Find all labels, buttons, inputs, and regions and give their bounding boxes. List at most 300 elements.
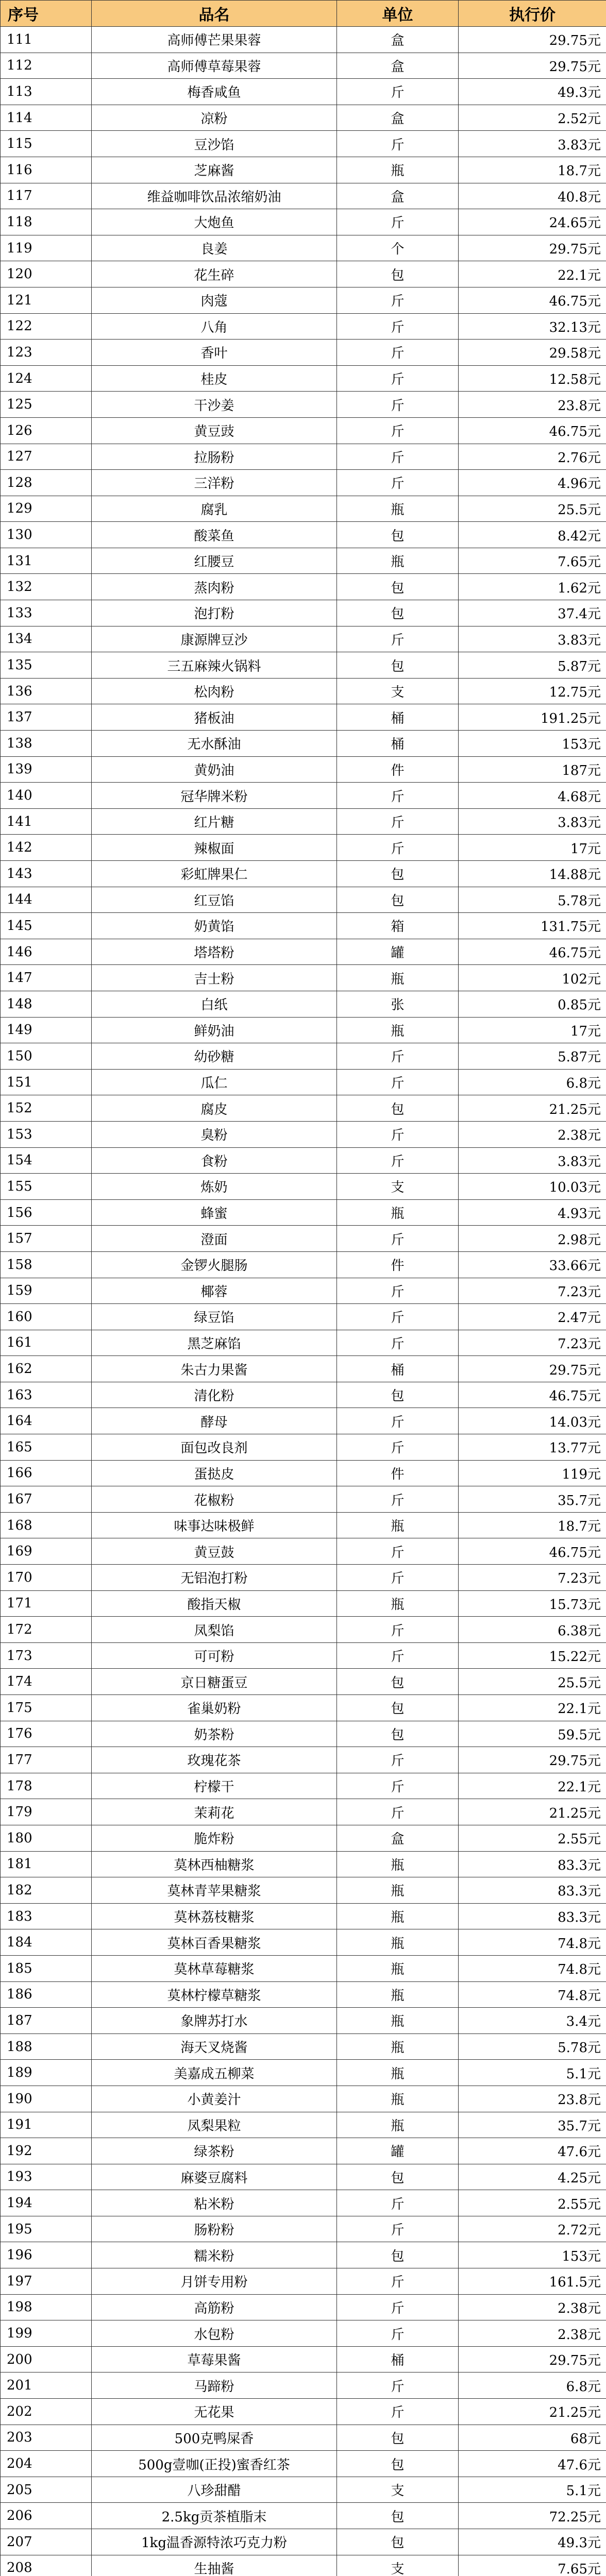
row-unit: 斤: [337, 1538, 459, 1565]
row-seq: 121: [1, 287, 92, 313]
table-row: [1, 1199, 606, 1226]
row-unit: 斤: [337, 1747, 459, 1773]
table-row: [1, 1721, 606, 1747]
table-row: [1, 2086, 606, 2112]
row-seq: 133: [1, 600, 92, 626]
row-seq: 191: [1, 2112, 92, 2138]
row-price: 7.65元: [459, 2555, 606, 2576]
row-seq: 167: [1, 1486, 92, 1513]
table-row: [1, 1095, 606, 1122]
table-row: [1, 2190, 606, 2216]
row-name: 梅香咸鱼: [92, 79, 337, 105]
row-unit: 瓶: [337, 157, 459, 183]
row-unit: 瓶: [337, 2112, 459, 2138]
header-name: 品名: [92, 1, 337, 27]
table-row: [1, 2008, 606, 2034]
table-row: [1, 2138, 606, 2164]
table-row: [1, 626, 606, 652]
row-name: 凤梨果粒: [92, 2112, 337, 2138]
row-seq: 178: [1, 1773, 92, 1799]
row-unit: 瓶: [337, 1017, 459, 1043]
table-row: [1, 2060, 606, 2086]
row-seq: 182: [1, 1877, 92, 1904]
row-unit: 包: [337, 887, 459, 913]
row-unit: 罐: [337, 939, 459, 965]
row-name: 清化粉: [92, 1382, 337, 1408]
row-price: 74.8元: [459, 1929, 606, 1956]
row-price: 22.1元: [459, 261, 606, 287]
row-seq: 183: [1, 1903, 92, 1929]
row-price: 7.23元: [459, 1330, 606, 1356]
table-row: [1, 2451, 606, 2477]
row-name: 月饼专用粉: [92, 2268, 337, 2295]
row-unit: 斤: [337, 1330, 459, 1356]
table-row: [1, 287, 606, 313]
row-unit: 斤: [337, 808, 459, 835]
row-unit: 件: [337, 1460, 459, 1486]
table-row: [1, 2294, 606, 2320]
row-seq: 143: [1, 861, 92, 887]
row-name: 猪板油: [92, 704, 337, 731]
row-unit: 斤: [337, 1486, 459, 1513]
row-seq: 111: [1, 27, 92, 53]
row-name: 京日糖蛋豆: [92, 1669, 337, 1695]
table-row: [1, 1512, 606, 1538]
row-unit: 斤: [337, 287, 459, 313]
row-unit: 包: [337, 600, 459, 626]
row-price: 3.83元: [459, 808, 606, 835]
row-name: 糯米粉: [92, 2242, 337, 2268]
row-price: 17元: [459, 835, 606, 861]
row-seq: 202: [1, 2399, 92, 2425]
row-seq: 134: [1, 626, 92, 652]
row-price: 5.78元: [459, 2033, 606, 2060]
row-price: 2.52元: [459, 105, 606, 131]
table-row: [1, 1043, 606, 1070]
row-seq: 138: [1, 731, 92, 757]
row-price: 2.76元: [459, 444, 606, 470]
row-price: 14.88元: [459, 861, 606, 887]
row-unit: 包: [337, 861, 459, 887]
row-name: 莫林西柚糖浆: [92, 1851, 337, 1877]
row-unit: 斤: [337, 2216, 459, 2242]
row-unit: 斤: [337, 417, 459, 444]
row-name: 酸指天椒: [92, 1590, 337, 1617]
row-price: 119元: [459, 1460, 606, 1486]
row-price: 46.75元: [459, 417, 606, 444]
row-unit: 包: [337, 652, 459, 679]
table-row: [1, 1617, 606, 1643]
header-seq: 序号: [1, 1, 92, 27]
row-seq: 179: [1, 1799, 92, 1825]
row-name: 康源牌豆沙: [92, 626, 337, 652]
row-seq: 199: [1, 2320, 92, 2347]
table-row: [1, 1747, 606, 1773]
row-unit: 斤: [337, 1278, 459, 1304]
row-seq: 131: [1, 548, 92, 574]
row-name: 塔塔粉: [92, 939, 337, 965]
row-price: 21.25元: [459, 1799, 606, 1825]
row-price: 4.25元: [459, 2164, 606, 2190]
row-seq: 175: [1, 1695, 92, 1721]
table-row: [1, 496, 606, 522]
row-unit: 包: [337, 1695, 459, 1721]
row-unit: 瓶: [337, 2060, 459, 2086]
row-unit: 瓶: [337, 1955, 459, 1981]
row-unit: 支: [337, 2555, 459, 2576]
row-seq: 146: [1, 939, 92, 965]
table-row: [1, 417, 606, 444]
row-unit: 斤: [337, 1304, 459, 1330]
table-row: [1, 652, 606, 679]
row-seq: 207: [1, 2529, 92, 2555]
table-row: [1, 1174, 606, 1200]
row-seq: 129: [1, 496, 92, 522]
row-price: 29.75元: [459, 235, 606, 261]
row-unit: 桶: [337, 1356, 459, 1382]
row-price: 29.75元: [459, 1747, 606, 1773]
row-seq: 171: [1, 1590, 92, 1617]
table-row: [1, 365, 606, 392]
row-name: 莫林柠檬草糖浆: [92, 1981, 337, 2008]
table-row: [1, 1851, 606, 1877]
row-unit: 斤: [337, 1147, 459, 1174]
row-seq: 116: [1, 157, 92, 183]
row-seq: 187: [1, 2008, 92, 2034]
table-row: [1, 2033, 606, 2060]
row-seq: 165: [1, 1434, 92, 1461]
table-row: [1, 261, 606, 287]
row-unit: 斤: [337, 1617, 459, 1643]
row-price: 2.47元: [459, 1304, 606, 1330]
row-seq: 152: [1, 1095, 92, 1122]
row-unit: 盒: [337, 105, 459, 131]
row-unit: 斤: [337, 835, 459, 861]
table-row: [1, 1538, 606, 1565]
row-unit: 斤: [337, 1043, 459, 1070]
table-row: [1, 939, 606, 965]
table-row: [1, 1460, 606, 1486]
table-row: [1, 756, 606, 783]
table-row: [1, 27, 606, 53]
row-name: 高师傅草莓果蓉: [92, 53, 337, 79]
table-row: [1, 600, 606, 626]
row-seq: 145: [1, 913, 92, 939]
row-name: 金锣火腿肠: [92, 1251, 337, 1278]
row-unit: 斤: [337, 340, 459, 366]
row-name: 黄豆鼓: [92, 1538, 337, 1565]
row-price: 5.87元: [459, 1043, 606, 1070]
row-seq: 119: [1, 235, 92, 261]
row-price: 2.38元: [459, 2320, 606, 2347]
row-unit: 斤: [337, 1408, 459, 1434]
row-name: 八角: [92, 313, 337, 340]
row-price: 153元: [459, 731, 606, 757]
row-price: 32.13元: [459, 313, 606, 340]
row-name: 玫瑰花茶: [92, 1747, 337, 1773]
row-name: 脆炸粉: [92, 1825, 337, 1851]
row-seq: 181: [1, 1851, 92, 1877]
table-row: [1, 2164, 606, 2190]
table-row: [1, 2216, 606, 2242]
row-price: 7.65元: [459, 548, 606, 574]
row-seq: 189: [1, 2060, 92, 2086]
row-name: 柠檬干: [92, 1773, 337, 1799]
row-seq: 197: [1, 2268, 92, 2295]
table-row: [1, 887, 606, 913]
row-unit: 盒: [337, 53, 459, 79]
row-price: 7.23元: [459, 1278, 606, 1304]
table-row: [1, 1590, 606, 1617]
table-row: [1, 1069, 606, 1095]
row-name: 腐皮: [92, 1095, 337, 1122]
row-seq: 161: [1, 1330, 92, 1356]
row-unit: 包: [337, 1095, 459, 1122]
row-seq: 193: [1, 2164, 92, 2190]
row-seq: 204: [1, 2451, 92, 2477]
row-name: 面包改良剂: [92, 1434, 337, 1461]
table-row: [1, 704, 606, 731]
row-seq: 139: [1, 756, 92, 783]
row-seq: 154: [1, 1147, 92, 1174]
row-unit: 斤: [337, 470, 459, 496]
row-seq: 208: [1, 2555, 92, 2576]
row-name: 绿豆馅: [92, 1304, 337, 1330]
row-seq: 151: [1, 1069, 92, 1095]
row-name: 莫林荔枝糖浆: [92, 1903, 337, 1929]
row-name: 拉肠粉: [92, 444, 337, 470]
row-price: 46.75元: [459, 1538, 606, 1565]
table-row: [1, 991, 606, 1017]
row-price: 6.8元: [459, 2372, 606, 2399]
table-row: [1, 1981, 606, 2008]
row-seq: 132: [1, 574, 92, 600]
row-seq: 156: [1, 1199, 92, 1226]
row-unit: 斤: [337, 626, 459, 652]
row-unit: 斤: [337, 2372, 459, 2399]
row-seq: 135: [1, 652, 92, 679]
row-unit: 瓶: [337, 1590, 459, 1617]
table-row: [1, 2425, 606, 2451]
row-unit: 瓶: [337, 1851, 459, 1877]
row-price: 4.93元: [459, 1199, 606, 1226]
table-row: [1, 470, 606, 496]
row-name: 红腰豆: [92, 548, 337, 574]
row-unit: 斤: [337, 1434, 459, 1461]
table-row: [1, 105, 606, 131]
row-seq: 190: [1, 2086, 92, 2112]
row-unit: 斤: [337, 131, 459, 157]
table-body: [1, 27, 606, 2576]
table-row: [1, 808, 606, 835]
row-name: 水包粉: [92, 2320, 337, 2347]
row-price: 22.1元: [459, 1695, 606, 1721]
row-price: 5.1元: [459, 2477, 606, 2503]
row-unit: 斤: [337, 79, 459, 105]
row-price: 46.75元: [459, 939, 606, 965]
row-price: 25.5元: [459, 496, 606, 522]
row-name: 黑芝麻馅: [92, 1330, 337, 1356]
row-seq: 123: [1, 340, 92, 366]
row-price: 74.8元: [459, 1981, 606, 2008]
row-price: 5.1元: [459, 2060, 606, 2086]
row-name: 肠粉粉: [92, 2216, 337, 2242]
row-unit: 斤: [337, 1121, 459, 1147]
row-price: 5.78元: [459, 887, 606, 913]
row-unit: 斤: [337, 2399, 459, 2425]
row-unit: 支: [337, 1174, 459, 1200]
table-row: [1, 1330, 606, 1356]
table-row: [1, 131, 606, 157]
row-seq: 157: [1, 1226, 92, 1252]
table-row: [1, 574, 606, 600]
row-name: 凉粉: [92, 105, 337, 131]
row-seq: 141: [1, 808, 92, 835]
row-unit: 瓶: [337, 1512, 459, 1538]
row-name: 草莓果酱: [92, 2346, 337, 2372]
row-seq: 124: [1, 365, 92, 392]
table-row: [1, 1356, 606, 1382]
row-price: 3.83元: [459, 1147, 606, 1174]
row-price: 12.75元: [459, 678, 606, 704]
row-name: 2.5kg贡茶植脂末: [92, 2503, 337, 2529]
table-row: [1, 1147, 606, 1174]
row-name: 三洋粉: [92, 470, 337, 496]
row-unit: 盒: [337, 27, 459, 53]
row-seq: 194: [1, 2190, 92, 2216]
table-row: [1, 53, 606, 79]
row-unit: 包: [337, 261, 459, 287]
table-row: [1, 183, 606, 209]
table-row: [1, 1486, 606, 1513]
table-row: [1, 1799, 606, 1825]
row-seq: 117: [1, 183, 92, 209]
row-price: 29.75元: [459, 1356, 606, 1382]
row-unit: 包: [337, 2242, 459, 2268]
row-unit: 个: [337, 235, 459, 261]
row-name: 绿茶粉: [92, 2138, 337, 2164]
row-name: 酸菜鱼: [92, 522, 337, 548]
row-name: 1kg温香源特浓巧克力粉: [92, 2529, 337, 2555]
row-unit: 瓶: [337, 1877, 459, 1904]
table-row: [1, 1278, 606, 1304]
row-seq: 180: [1, 1825, 92, 1851]
row-seq: 205: [1, 2477, 92, 2503]
table-row: [1, 2372, 606, 2399]
row-unit: 包: [337, 2451, 459, 2477]
row-name: 澄面: [92, 1226, 337, 1252]
row-seq: 192: [1, 2138, 92, 2164]
row-price: 1.62元: [459, 574, 606, 600]
row-unit: 瓶: [337, 1981, 459, 2008]
table-row: [1, 1773, 606, 1799]
row-seq: 114: [1, 105, 92, 131]
row-price: 191.25元: [459, 704, 606, 731]
row-price: 161.5元: [459, 2268, 606, 2295]
table-row: [1, 2112, 606, 2138]
row-name: 红片糖: [92, 808, 337, 835]
row-unit: 斤: [337, 2294, 459, 2320]
row-name: 朱古力果酱: [92, 1356, 337, 1382]
row-seq: 176: [1, 1721, 92, 1747]
row-unit: 包: [337, 2503, 459, 2529]
table-row: [1, 340, 606, 366]
row-price: 2.72元: [459, 2216, 606, 2242]
row-unit: 斤: [337, 365, 459, 392]
row-seq: 155: [1, 1174, 92, 1200]
row-unit: 包: [337, 2529, 459, 2555]
row-seq: 196: [1, 2242, 92, 2268]
row-name: 马蹄粉: [92, 2372, 337, 2399]
row-unit: 桶: [337, 731, 459, 757]
row-name: 高师傅芒果果蓉: [92, 27, 337, 53]
row-seq: 184: [1, 1929, 92, 1956]
row-name: 莫林百香果糖浆: [92, 1929, 337, 1956]
row-name: 茉莉花: [92, 1799, 337, 1825]
table-row: [1, 522, 606, 548]
header-price: 执行价: [459, 1, 606, 27]
row-price: 17元: [459, 1017, 606, 1043]
table-row: [1, 1929, 606, 1956]
row-unit: 瓶: [337, 496, 459, 522]
row-unit: 斤: [337, 1773, 459, 1799]
row-seq: 130: [1, 522, 92, 548]
row-seq: 206: [1, 2503, 92, 2529]
table-row: [1, 2399, 606, 2425]
row-seq: 113: [1, 79, 92, 105]
row-seq: 127: [1, 444, 92, 470]
row-name: 无水酥油: [92, 731, 337, 757]
row-name: 黄奶油: [92, 756, 337, 783]
row-name: 莫林青苹果糖浆: [92, 1877, 337, 1904]
row-unit: 包: [337, 1721, 459, 1747]
row-unit: 斤: [337, 783, 459, 809]
table-row: [1, 1121, 606, 1147]
row-unit: 斤: [337, 2320, 459, 2347]
row-seq: 170: [1, 1565, 92, 1591]
row-price: 21.25元: [459, 2399, 606, 2425]
table-row: [1, 1017, 606, 1043]
row-seq: 169: [1, 1538, 92, 1565]
row-seq: 200: [1, 2346, 92, 2372]
row-name: 麻婆豆腐料: [92, 2164, 337, 2190]
row-name: 松肉粉: [92, 678, 337, 704]
row-name: 黄豆豉: [92, 417, 337, 444]
header-row: [1, 1, 606, 27]
row-price: 49.3元: [459, 79, 606, 105]
row-price: 4.96元: [459, 470, 606, 496]
row-price: 102元: [459, 965, 606, 991]
row-seq: 147: [1, 965, 92, 991]
row-seq: 112: [1, 53, 92, 79]
row-seq: 160: [1, 1304, 92, 1330]
row-price: 46.75元: [459, 1382, 606, 1408]
row-unit: 包: [337, 2164, 459, 2190]
table-row: [1, 2477, 606, 2503]
row-seq: 172: [1, 1617, 92, 1643]
row-seq: 125: [1, 392, 92, 418]
row-unit: 瓶: [337, 1199, 459, 1226]
table-row: [1, 1642, 606, 1669]
row-unit: 斤: [337, 1642, 459, 1669]
row-seq: 148: [1, 991, 92, 1017]
row-seq: 120: [1, 261, 92, 287]
row-price: 83.3元: [459, 1877, 606, 1904]
row-name: 桂皮: [92, 365, 337, 392]
row-name: 可可粉: [92, 1642, 337, 1669]
table-row: [1, 861, 606, 887]
row-price: 18.7元: [459, 157, 606, 183]
